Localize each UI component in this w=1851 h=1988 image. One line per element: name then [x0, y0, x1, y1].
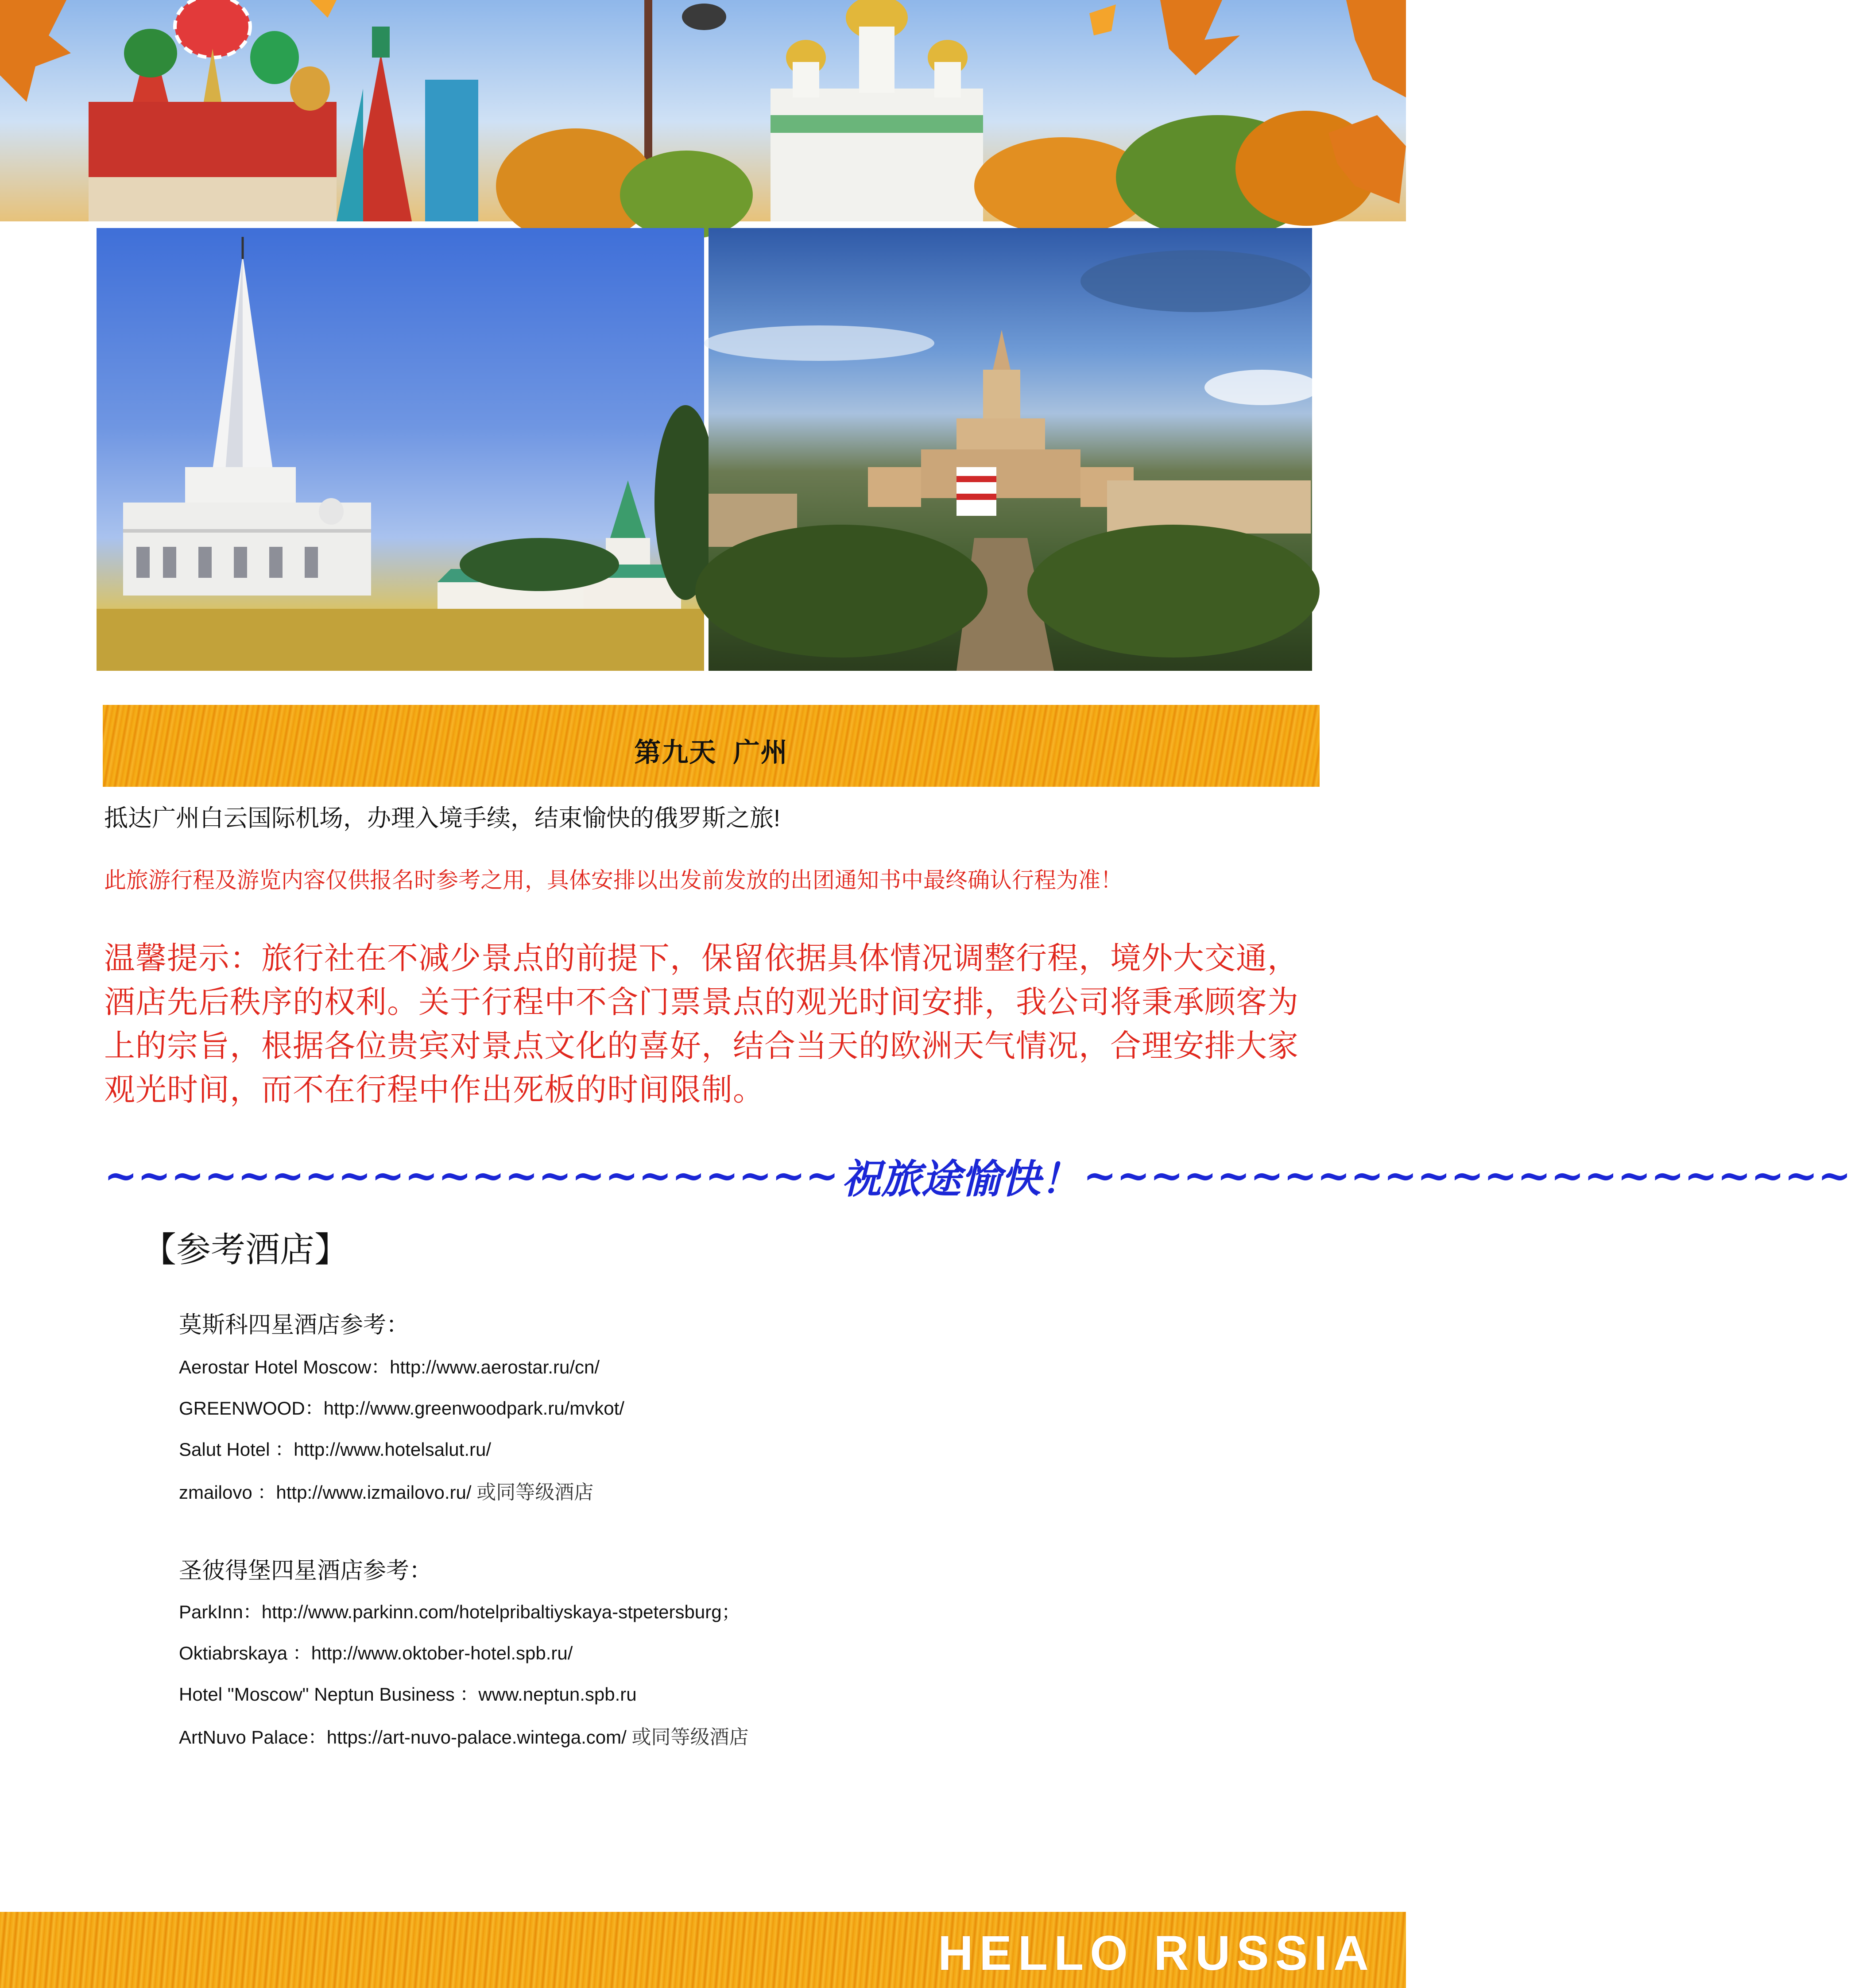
hotel-item: Aerostar Hotel Moscow：http://www.aerostar.ru/cn/ — [179, 1357, 600, 1377]
day-title: 第九天 广州 — [634, 737, 788, 767]
equivalent-hotel-note: 或同等级酒店 — [631, 1726, 749, 1748]
bon-voyage-line — [104, 1147, 1851, 1204]
moscow-hotels-heading: 莫斯科四星酒店参考： — [179, 1312, 410, 1338]
wish-tilde-left: ~~~~~~~~~~~~~~~~~~~~~~ — [104, 1152, 839, 1199]
wish-text: 祝旅途愉快！ — [841, 1156, 1081, 1203]
kolomenskoye-illustration — [97, 228, 704, 671]
hotel-item-with-suffix — [179, 1476, 593, 1505]
moscow-university-photo — [709, 228, 1312, 671]
footer-bar — [0, 1912, 1406, 1988]
hotel-item-text: ArtNuvo Palace：https://art-nuvo-palace.wintega.com/ — [179, 1727, 627, 1748]
hotel-item: Hotel "Moscow" Neptun Business ：www.neptun.spb.ru — [179, 1684, 637, 1705]
hotel-item-text: zmailovo ：http://www.izmailovo.ru/ — [179, 1482, 472, 1503]
day-heading-bar — [103, 705, 1320, 787]
banner-illustration — [0, 0, 1406, 221]
arrival-text: 抵达广州白云国际机场，办理入境手续，结束愉快的俄罗斯之旅! — [104, 805, 781, 832]
wish-tilde-right: ~~~~~~~~~~~~~~~~~~~~~~~ — [1083, 1152, 1851, 1199]
hotel-item: Oktiabrskaya ：http://www.oktober-hotel.spb.ru/ — [179, 1643, 573, 1663]
moscow-university-illustration — [709, 228, 1312, 671]
hotel-item: Salut Hotel ：http://www.hotelsalut.ru/ — [179, 1439, 491, 1460]
hotel-item: ParkInn：http://www.parkinn.com/hotelpribaltiyskaya-stpetersburg； — [179, 1601, 740, 1622]
itinerary-disclaimer: 此旅游行程及游览内容仅供报名时参考之用，具体安排以出发前发放的出团通知书中最终确认行程为准！ — [104, 867, 1123, 893]
hotel-item: GREENWOOD：http://www.greenwoodpark.ru/mvkot/ — [179, 1398, 624, 1419]
stpetersburg-hotels-heading: 圣彼得堡四星酒店参考： — [179, 1558, 433, 1584]
reference-hotels-title: 【参考酒店】 — [142, 1230, 349, 1270]
hotel-item-with-suffix — [179, 1721, 748, 1749]
equivalent-hotel-note: 或同等级酒店 — [476, 1481, 594, 1504]
warm-reminder: 温馨提示：旅行社在不减少景点的前提下，保留依据具体情况调整行程，境外大交通，酒店先后秩序的权利。关于行程中不含门票景点的观光时间安排，我公司将秉承顾客为上的宗旨，根据各位贵宾对景点文化的喜好，结合当天的欧洲天气情况，合理安排大家观光时间，而不在行程中作出死板的时间限制。 — [104, 940, 1299, 1108]
hello-russia-logo: HELLO RUSSIA — [938, 1926, 1375, 1980]
kolomenskoye-church-photo — [97, 228, 704, 671]
header-banner — [0, 0, 1406, 221]
